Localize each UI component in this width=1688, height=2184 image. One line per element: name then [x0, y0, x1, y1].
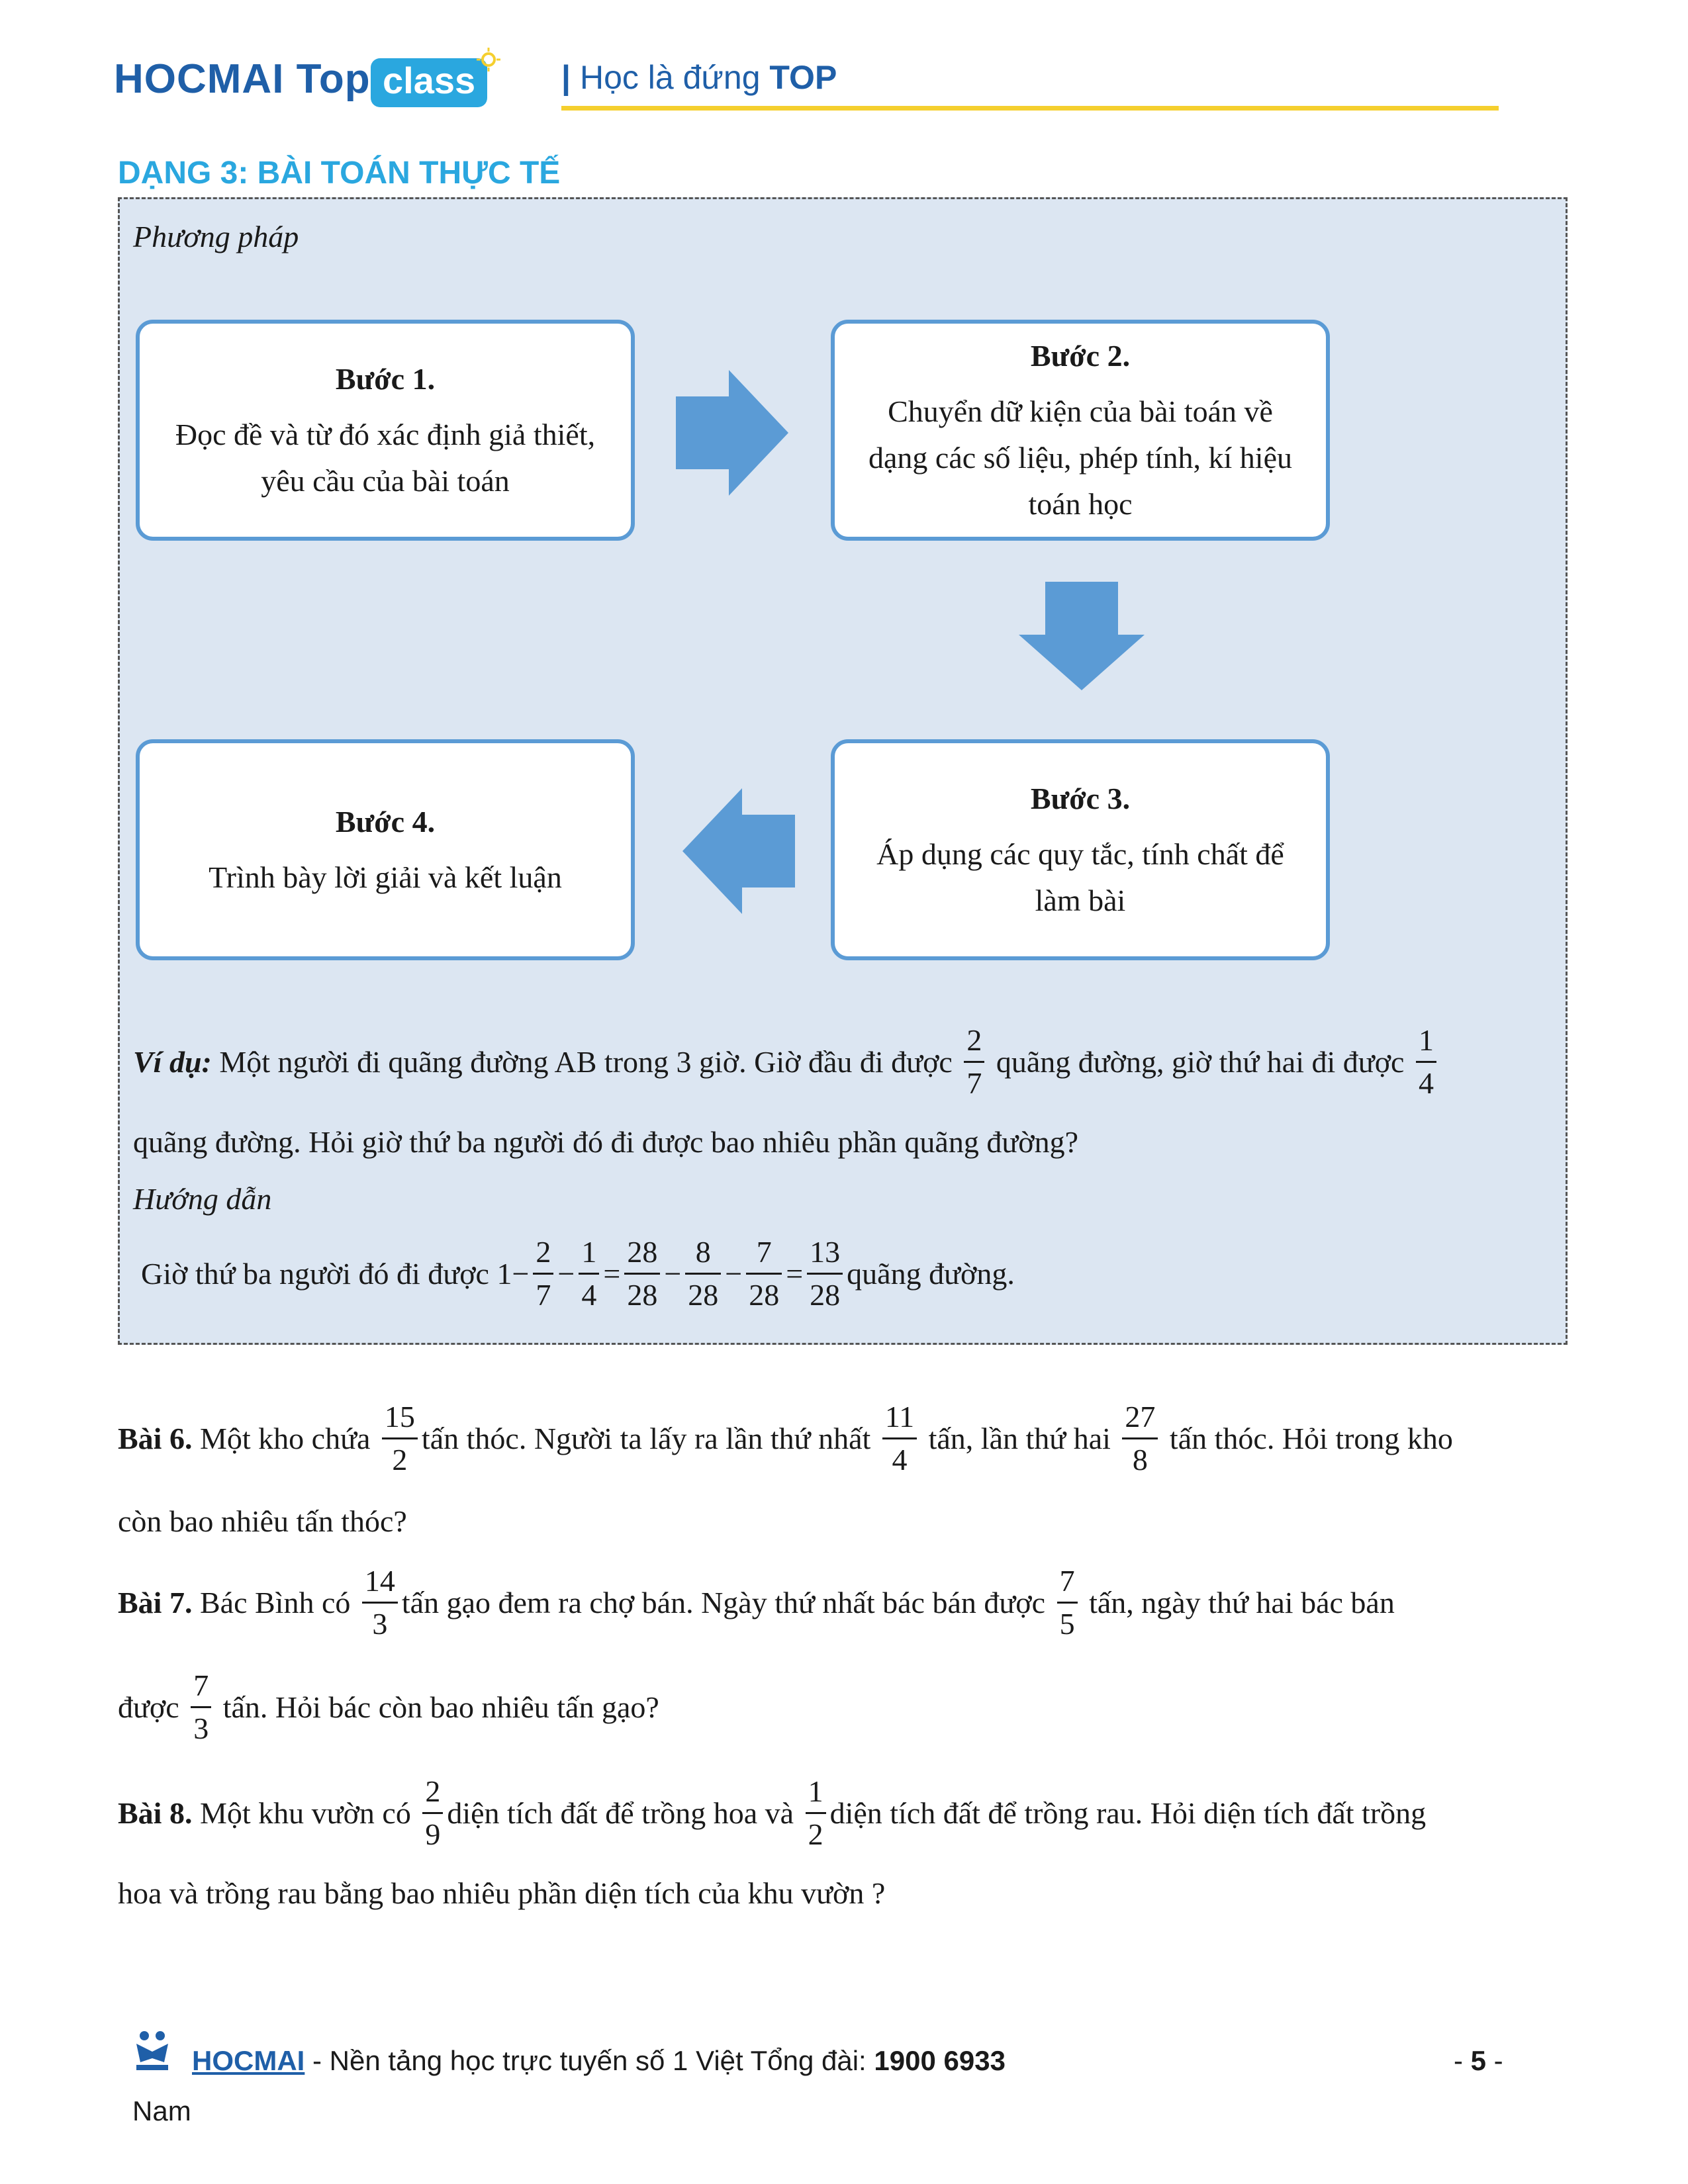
denominator: 28: [627, 1278, 658, 1312]
numerator: 15: [382, 1396, 418, 1439]
denominator: 2: [392, 1443, 408, 1477]
arrow-down-icon: [1019, 582, 1145, 690]
example-text-a: Một người đi quãng đường AB trong 3 giờ. Giờ đầu đi được: [211, 1045, 961, 1079]
numerator: 2: [422, 1771, 443, 1814]
fraction: [191, 1665, 211, 1749]
minus-sign: −: [557, 1257, 575, 1291]
denominator: 28: [810, 1278, 841, 1312]
fraction: [1416, 1020, 1436, 1104]
exercise-8-label: Bài 8.: [118, 1796, 193, 1830]
fraction: [882, 1396, 917, 1480]
numerator: 27: [1122, 1396, 1158, 1439]
solution-text-a: Giờ thứ ba người đó đi được 1: [141, 1257, 512, 1291]
step-2-line-3: toán học: [1028, 487, 1133, 521]
fraction: [1122, 1396, 1158, 1480]
equals-sign: =: [786, 1257, 804, 1291]
fraction: [579, 1232, 599, 1316]
arrow-left-icon: [682, 788, 795, 914]
step-2-line-2: dạng các số liệu, phép tính, kí hiệu: [868, 441, 1292, 475]
denominator: 28: [688, 1278, 719, 1312]
exercise-text: diện tích đất để trồng hoa và: [447, 1796, 802, 1830]
denominator: 2: [808, 1817, 823, 1851]
denominator: 4: [1418, 1066, 1434, 1100]
fraction: [533, 1232, 553, 1316]
numerator: 14: [362, 1561, 398, 1604]
step-3-title: Bước 3.: [1030, 782, 1131, 815]
hocmai-logo-icon: [132, 2029, 172, 2071]
exercise-text: tấn thóc. Người ta lấy ra lần thứ nhất: [421, 1422, 878, 1455]
numerator: 2: [533, 1232, 553, 1275]
step-3-line-2: làm bài: [1035, 884, 1126, 917]
exercise-text: diện tích đất để trồng rau. Hỏi diện tích đất trồng: [829, 1796, 1427, 1830]
slogan: [561, 58, 837, 97]
slogan-bar: |: [561, 59, 571, 96]
equals-sign: =: [603, 1257, 621, 1291]
sun-icon: [475, 46, 502, 73]
exercise-text: tấn gạo đem ra chợ bán. Ngày thứ nhất bác bán được: [401, 1586, 1053, 1619]
numerator: 7: [746, 1232, 782, 1275]
numerator: 11: [882, 1396, 917, 1439]
numerator: 7: [191, 1665, 211, 1708]
step-4-line-1: Trình bày lời giải và kết luận: [209, 860, 562, 894]
section-title: DẠNG 3: BÀI TOÁN THỰC TẾ: [118, 156, 561, 191]
guide-label: Hướng dẫn: [133, 1182, 272, 1216]
exercise-text: Bác Bình có: [192, 1586, 358, 1619]
fraction: [422, 1771, 443, 1855]
fraction: [806, 1771, 826, 1855]
fraction: [964, 1020, 984, 1104]
example-line-2: quãng đường. Hỏi giờ thứ ba người đó đi được bao nhiêu phần quãng đường?: [133, 1125, 1079, 1159]
exercise-7-line-2: [118, 1665, 659, 1749]
exercise-text: tấn, ngày thứ hai bác bán: [1081, 1586, 1395, 1619]
numerator: 7: [1057, 1561, 1078, 1604]
step-2-title: Bước 2.: [1030, 339, 1131, 373]
denominator: 3: [372, 1607, 388, 1641]
example-label: Ví dụ:: [133, 1045, 212, 1079]
exercise-text: được: [118, 1690, 187, 1724]
example-line-1: [133, 1020, 1556, 1104]
step-1-box: [136, 320, 635, 541]
fraction: [685, 1232, 721, 1316]
exercise-7-label: Bài 7.: [118, 1586, 193, 1619]
footer-brand-link[interactable]: HOCMAI: [192, 2045, 305, 2076]
page-number-value: 5: [1470, 2045, 1487, 2076]
denominator: 5: [1059, 1607, 1075, 1641]
footer-line-2: Nam: [132, 2095, 191, 2126]
denominator: 3: [193, 1711, 209, 1745]
minus-sign: −: [725, 1257, 743, 1291]
fraction: [1057, 1561, 1078, 1645]
denominator: 4: [892, 1443, 908, 1477]
numerator: 1: [806, 1771, 826, 1814]
fraction: [807, 1232, 843, 1316]
fraction: [362, 1561, 398, 1645]
denominator: 7: [536, 1278, 551, 1312]
fraction: [746, 1232, 782, 1316]
fraction: [624, 1232, 660, 1316]
step-2-box: [831, 320, 1330, 541]
exercise-text: Một khu vườn có: [192, 1796, 419, 1830]
numerator: 2: [964, 1020, 984, 1063]
denominator: 28: [749, 1278, 780, 1312]
page-number: - 5 -: [1454, 2045, 1503, 2076]
solution-text-b: quãng đường.: [847, 1257, 1015, 1291]
numerator: 1: [579, 1232, 599, 1275]
header-divider: [561, 106, 1499, 111]
exercise-6-label: Bài 6.: [118, 1422, 193, 1455]
fraction: [382, 1396, 418, 1480]
logo-text: HOCMAI Top: [114, 56, 371, 102]
step-2-line-1: Chuyển dữ kiện của bài toán về: [888, 394, 1273, 428]
exercise-8-line-1: [118, 1771, 1426, 1855]
logo-badge: class: [371, 58, 487, 107]
exercise-text: tấn. Hỏi bác còn bao nhiêu tấn gạo?: [215, 1690, 659, 1724]
step-1-title: Bước 1.: [335, 362, 436, 396]
example-text-b: quãng đường, giờ thứ hai đi được: [988, 1045, 1412, 1079]
exercise-8-line-2: hoa và trồng rau bằng bao nhiêu phần diện tích của khu vườn ?: [118, 1876, 886, 1910]
exercise-6-line-1: [118, 1396, 1453, 1480]
method-label: Phương pháp: [133, 220, 299, 253]
method-box: [118, 197, 1568, 1345]
exercise-6-line-2: còn bao nhiêu tấn thóc?: [118, 1504, 407, 1538]
solution-line: [141, 1232, 1015, 1316]
numerator: 13: [807, 1232, 843, 1275]
exercise-text: tấn thóc. Hỏi trong kho: [1162, 1422, 1453, 1455]
denominator: 7: [966, 1066, 982, 1100]
step-1-line-1: Đọc đề và từ đó xác định giả thiết,: [175, 418, 596, 451]
minus-sign: −: [512, 1257, 530, 1291]
footer-hotline: 1900 6933: [874, 2045, 1006, 2076]
exercise-7-line-1: [118, 1561, 1395, 1645]
step-4-title: Bước 4.: [335, 805, 436, 839]
step-3-box: [831, 739, 1330, 960]
footer-text: - Nền tảng học trực tuyến số 1 Việt Tổng đài:: [305, 2045, 874, 2076]
numerator: 1: [1416, 1020, 1436, 1063]
slogan-text: Học là đứng: [580, 59, 761, 96]
step-3-line-1: Áp dụng các quy tắc, tính chất để: [876, 837, 1284, 871]
footer: [192, 2045, 1006, 2077]
arrow-right-icon: [676, 370, 788, 496]
exercise-text: tấn, lần thứ hai: [921, 1422, 1119, 1455]
page-header: [0, 0, 1688, 132]
step-1-line-2: yêu cầu của bài toán: [261, 464, 510, 498]
numerator: 8: [685, 1232, 721, 1275]
numerator: 28: [624, 1232, 660, 1275]
denominator: 4: [581, 1278, 597, 1312]
minus-sign: −: [664, 1257, 682, 1291]
step-4-box: [136, 739, 635, 960]
denominator: 8: [1132, 1443, 1148, 1477]
denominator: 9: [425, 1817, 441, 1851]
exercise-text: Một kho chứa: [192, 1422, 378, 1455]
slogan-strong: TOP: [769, 59, 837, 96]
